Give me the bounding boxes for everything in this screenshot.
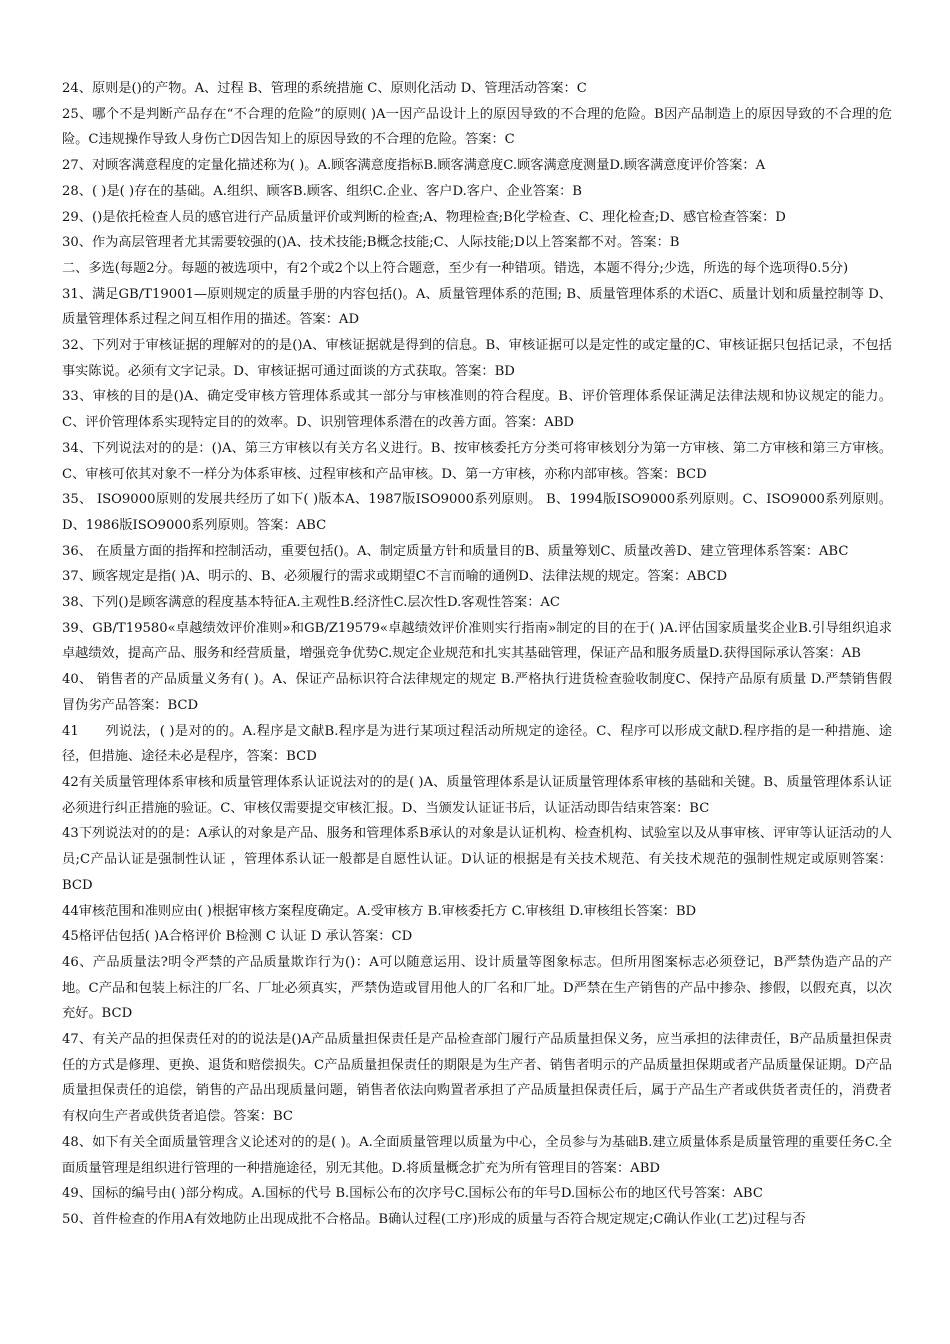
question-42: 42有关质量管理体系审核和质量管理体系认证说法对的的是( )A、质量管理体系是认证质量管理体系审核的基础和关键。B、质量管理体系认证必须进行纠正措施的验证。C、审核仅需要提交审核汇报。D、当颁发认证证书后，认证活动即告结束答案：BC [62,774,892,816]
question-46: 46、产品质量法?明令严禁的产品质量欺诈行为()：A可以随意运用、设计质量等图象标志。但所用图案标志必须登记，B严禁伪造产品的产地。C产品和包装上标注的厂名、厂址必须真实，严禁伪造或冒用他人的厂名和厂址。D严禁在生产销售的产品中掺杂、掺假，以假充真，以次充好。BCD [62,954,892,1022]
question-41: 41 列说法，( )是对的的。A.程序是文献B.程序是为进行某项过程活动所规定的途径。C、程序可以形成文献D.程序指的是一种措施、途径，但措施、途径未必是程序，答案：BCD [62,723,892,765]
question-45: 45格评估包括( )A合格评价 B检测 C 认证 D 承认答案：CD [62,929,413,945]
question-37: 37、顾客规定是指( )A、明示的、B、必须履行的需求或期望C不言而喻的通例D、法律法规的规定。答案：ABCD [62,569,728,585]
question-50: 50、首件检查的作用A有效地防止出现成批不合格品。B确认过程(工序)形成的质量与否符合规定规定;C确认作业(工艺)过程与否 [62,1211,806,1227]
question-30: 30、作为高层管理者尤其需要较强的()A、技术技能;B概念技能;C、人际技能;D以上答案都不对。答案：B [62,235,680,251]
question-35: 35、 ISO9000原则的发展共经历了如下( )版本A、1987版ISO9000系列原则。 B、1994版ISO9000系列原则。C、ISO9000系列原则。 D、1986版ISO9000系列原则。答案：ABC [62,492,892,533]
question-44: 44审核范围和准则应由( )根据审核方案程度确定。A.受审核方 B.审核委托方 C.审核组 D.审核组长答案：BD [62,903,697,919]
question-49: 49、国标的编号由( )部分构成。A.国标的代号 B.国标公布的次序号C.国标公布的年号D.国标公布的地区代号答案：ABC [62,1186,763,1202]
question-36: 36、 在质量方面的指挥和控制活动，重要包括()。A、制定质量方针和质量目的B、质量筹划C、质量改善D、建立管理体系答案：ABC [62,543,849,559]
question-48: 48、如下有关全面质量管理含义论述对的的是( )。A.全面质量管理以质量为中心，全员参与为基础B.建立质量体系是质量管理的重要任务C.全面质量管理是组织进行管理的一种措施途径，别无其他。D.将质量概念扩充为所有管理目的答案：ABD [62,1134,892,1176]
question-40: 40、 销售者的产品质量义务有( )。A、保证产品标识符合法律规定的规定 B.严格执行进货检查验收制度C、保持产品原有质量 D.严禁销售假冒伪劣产品答案：BCD [62,672,892,713]
question-24: 24、原则是()的产物。A、过程 B、管理的系统措施 C、原则化活动 D、管理活动答案：C [62,81,587,96]
question-29: 29、()是依托检查人员的感官进行产品质量评价或判断的检查;A、物理检查;B化学检查、C、理化检查;D、感官检查答案：D [62,209,786,225]
question-27: 27、对顾客满意程度的定量化描述称为( )。A.顾客满意度指标B.顾客满意度C.顾客满意度测量D.顾客满意度评价答案：A [62,158,766,174]
question-33: 33、审核的目的是()A、确定受审核方管理体系或其一部分与审核准则的符合程度。B、评价管理体系保证满足法律法规和协议规定的能力。C、评价管理体系实现特定目的的效率。D、识别管理体系潜在的改善方面。答案：ABD [62,389,892,431]
question-34: 34、下列说法对的的是：()A、第三方审核以有关方名义进行。B、按审核委托方分类可将审核划分为第一方审核、第二方审核和第三方审核。C、审核可依其对象不一样分为体系审核、过程审核和产品审核。D、第一方审核，亦称内部审核。答案：BCD [62,440,892,482]
question-31: 31、满足GB/T19001—原则规定的质量手册的内容包括()。A、质量管理体系的范围; B、质量管理体系的术语C、质量计划和质量控制等 D、质量管理体系过程之间互相作用的描述。答案：AD [62,286,892,328]
question-43: 43下列说法对的的是：A承认的对象是产品、服务和管理体系B承认的对象是认证机构、检查机构、试验室以及从事审核、评审等认证活动的人员;C产品认证是强制性认证 ，管理体系认证一般都是自愿性认证。D认证的根据是有关技术规范、有关技术规范的强制性规定或原则答案：BCD [62,826,892,893]
question-28: 28、( )是( )存在的基础。A.组织、顾客B.顾客、组织C.企业、客户D.客户、企业答案：B [62,183,582,199]
question-39: 39、GB/T19580«卓越绩效评价准则»和GB/Z19579«卓越绩效评价准则实行指南»制定的目的在于( )A.评估国家质量奖企业B.引导组织追求卓越绩效，提高产品、服务和经营质量，增强竞争优势C.规定企业规范和扎实其基础管理，保证产品和服务质量D.获得国际承认答案：AB [62,620,892,662]
question-32: 32、下列对于审核证据的理解对的的是()A、审核证据就是得到的信息。B、审核证据可以是定性的或定量的C、审核证据只包括记录，不包括事实陈说。必须有文字记录。D、审核证据可通过面谈的方式获取。答案：BD [62,338,892,379]
question-47: 47、有关产品的担保责任对的的说法是()A产品质量担保责任是产品检查部门履行产品质量担保义务，应当承担的法律责任，B产品质量担保责任的方式是修理、更换、退货和赔偿损失。C产品质量担保责任的期限是为生产者、销售者明示的产品质量担保期或者产品质量保证期。D产品质量担保责任的追偿，销售的产品出现质量问题，销售者依法向购置者承担了产品质量担保责任后，属于产品生产者或供货者责任的，消费者有权向生产者或供货者追偿。答案：BC [62,1032,892,1125]
question-38: 38、下列()是顾客满意的程度基本特征A.主观性B.经济性C.层次性D.客观性答案：AC [62,595,561,611]
question-25: 25、哪个不是判断产品存在“不合理的危险”的原则( )A一因产品设计上的原因导致的不合理的危险。B因产品制造上的原因导致的不合理的危险。C违规操作导致人身伤亡D因告知上的原因导致的不合理的危险。答案：C [62,106,892,148]
section-heading-multiple-choice: 二、多选(每题2分。每题的被选项中，有2个或2个以上符合题意，至少有一种错项。错选，本题不得分;少选，所选的每个选项得0.5分) [62,260,849,276]
